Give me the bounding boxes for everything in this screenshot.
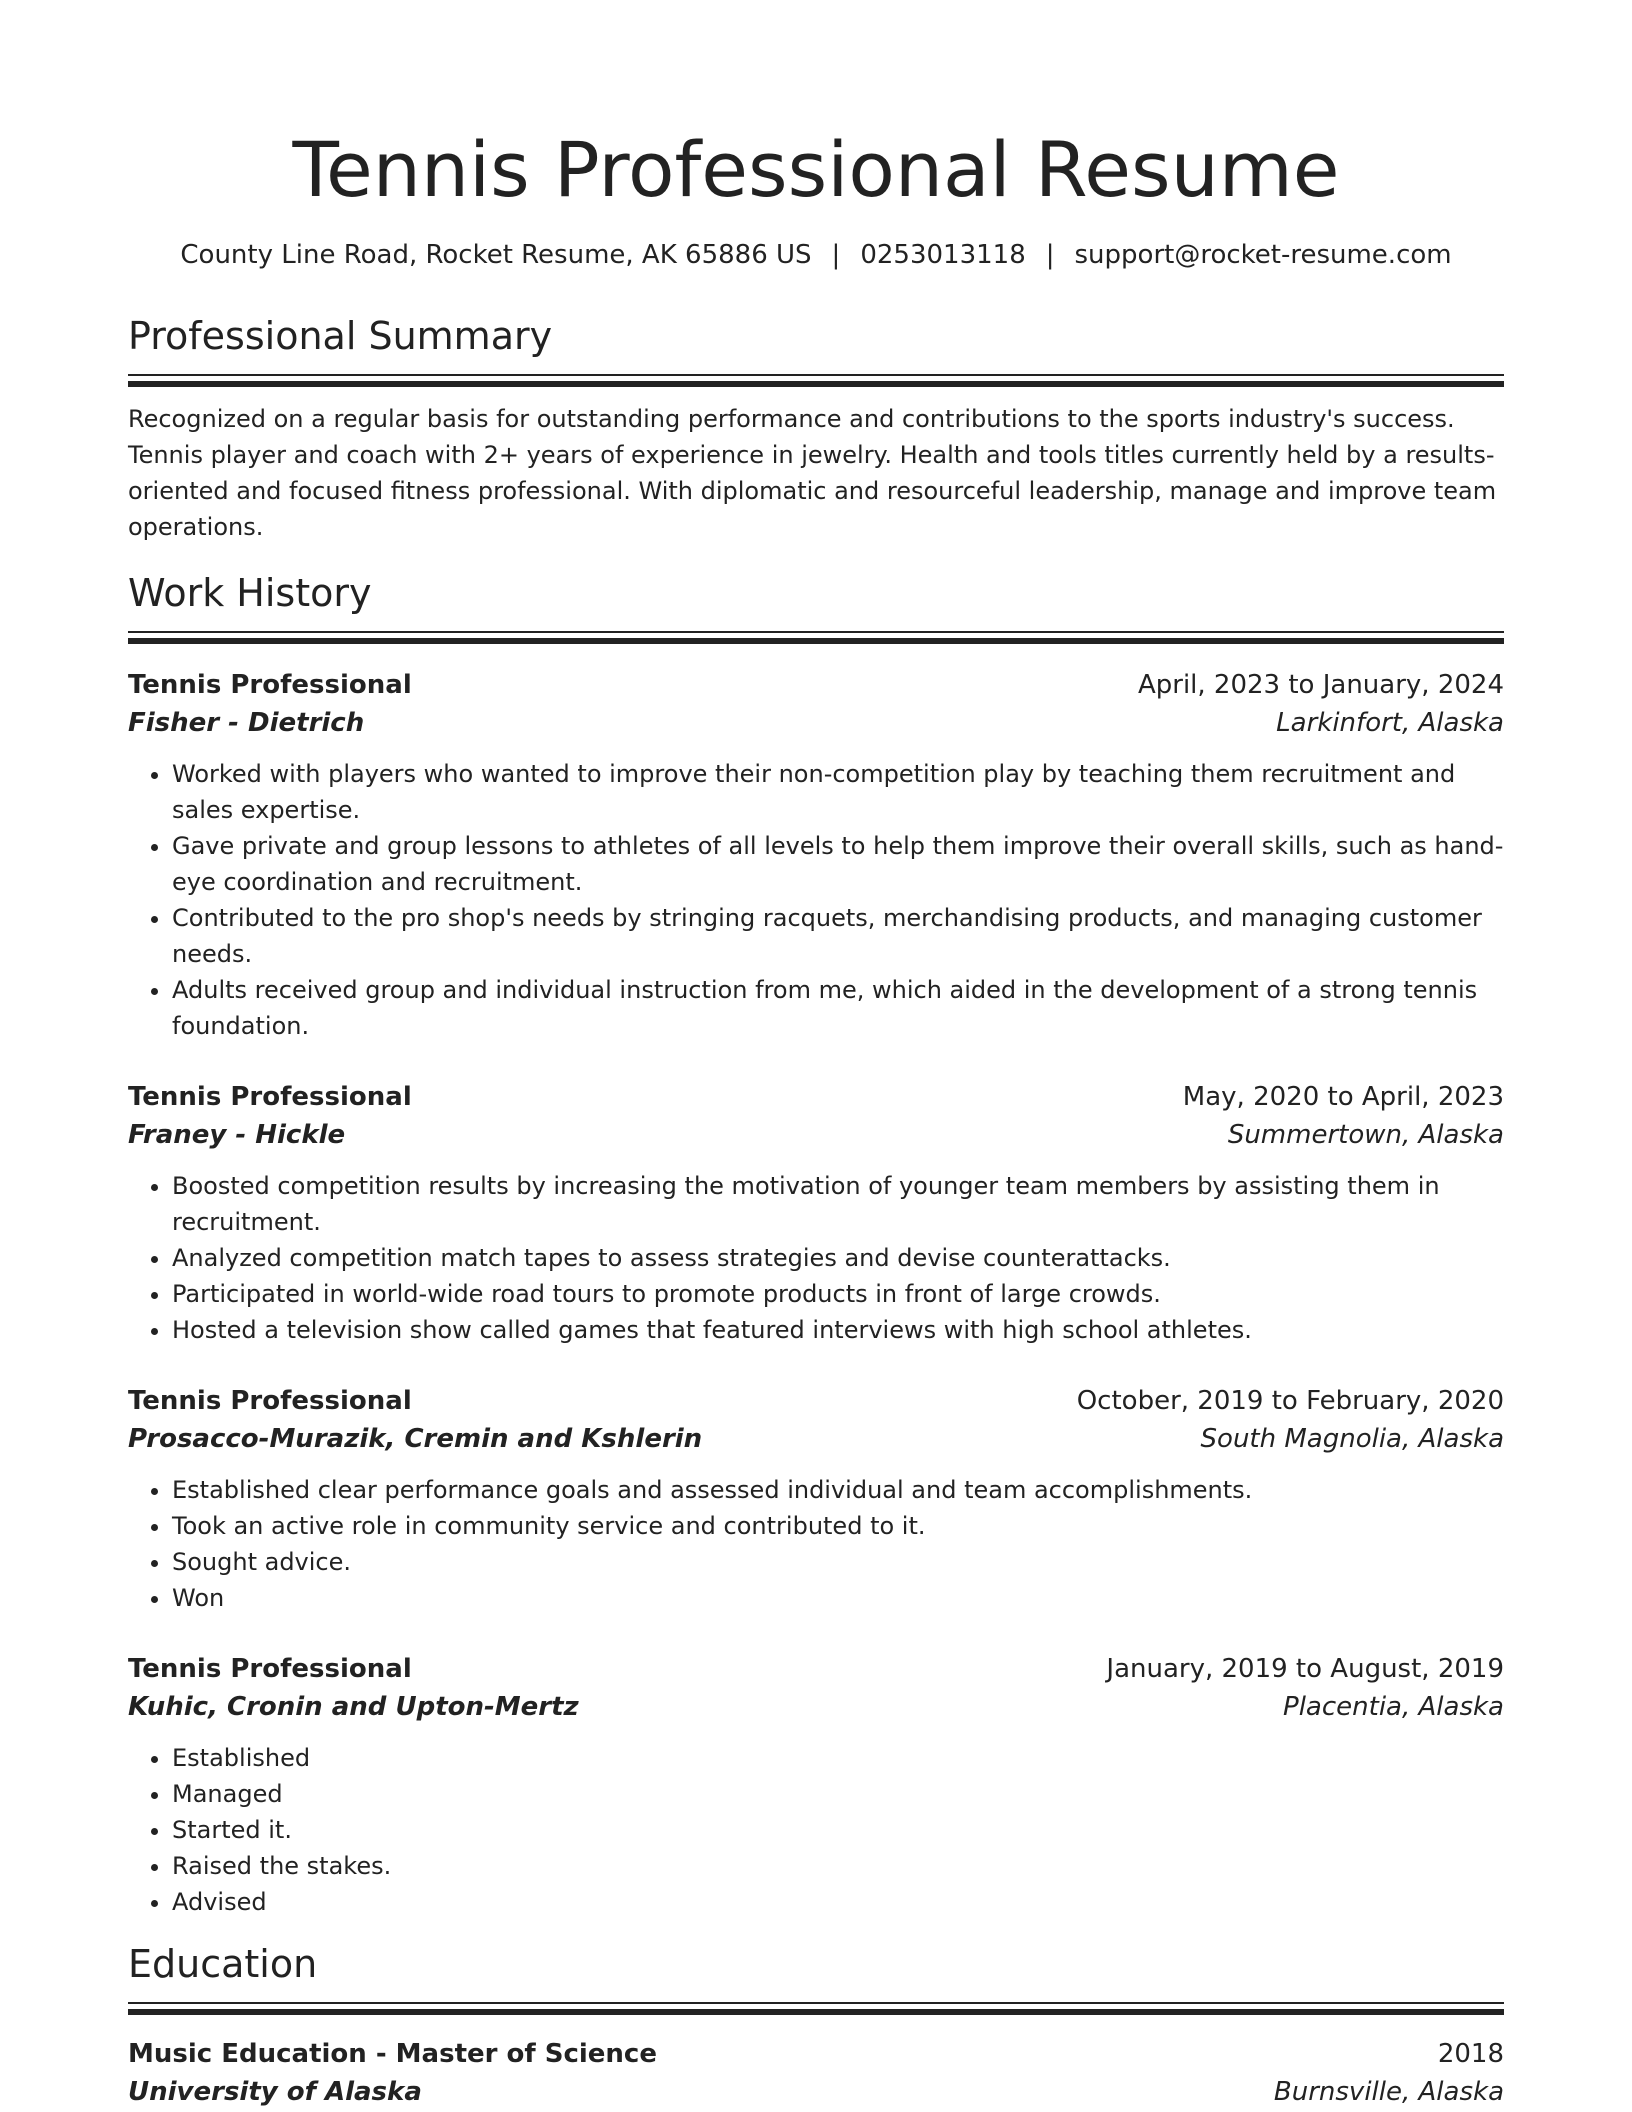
contact-phone: 0253013118 xyxy=(860,240,1026,270)
job-bullet: • Established xyxy=(172,1740,1504,1776)
job-bullet: • Analyzed competition match tapes to assess strategies and devise counterattacks. xyxy=(172,1240,1504,1276)
job-entry xyxy=(128,1078,1504,1348)
job-bullet: • Contributed to the pro shop's needs by stringing racquets, merchandising products, and managing customer needs. xyxy=(172,900,1504,972)
education-degree: Music Education - Master of Science xyxy=(128,2039,657,2069)
education-entry xyxy=(128,2035,1504,2111)
section-divider xyxy=(128,2002,1504,2015)
job-title: Tennis Professional xyxy=(128,1654,412,1684)
job-bullet: • Participated in world-wide road tours to promote products in front of large crowds. xyxy=(172,1276,1504,1312)
job-bullet: • Established clear performance goals and assessed individual and team accomplishments. xyxy=(172,1472,1504,1508)
contact-address: County Line Road, Rocket Resume, AK 65886 US xyxy=(180,240,812,270)
contact-email: support@rocket-resume.com xyxy=(1074,240,1452,270)
job-bullet: • Won xyxy=(172,1580,1504,1616)
job-bullets xyxy=(128,1472,1504,1616)
job-entry xyxy=(128,1382,1504,1616)
job-bullets xyxy=(128,756,1504,1044)
job-dates: January, 2019 to August, 2019 xyxy=(1106,1654,1504,1684)
job-bullet: • Adults received group and individual instruction from me, which aided in the development of a strong tennis foundation. xyxy=(172,972,1504,1044)
education-location: Burnsville, Alaska xyxy=(1273,2077,1504,2107)
job-employer: Prosacco-Murazik, Cremin and Kshlerin xyxy=(128,1424,703,1454)
job-title: Tennis Professional xyxy=(128,670,412,700)
education-section xyxy=(128,1940,1504,2111)
job-employer: Franey - Hickle xyxy=(128,1120,346,1150)
job-dates: October, 2019 to February, 2020 xyxy=(1076,1386,1504,1416)
job-bullet: • Worked with players who wanted to improve their non-competition play by teaching them recruitment and sales expertise. xyxy=(172,756,1504,828)
job-dates: May, 2020 to April, 2023 xyxy=(1182,1082,1504,1112)
job-entry xyxy=(128,1650,1504,1920)
work-history-section xyxy=(128,569,1504,1920)
job-entry xyxy=(128,666,1504,1044)
section-divider xyxy=(128,631,1504,644)
job-employer: Fisher - Dietrich xyxy=(128,708,365,738)
job-bullet: • Took an active role in community service and contributed to it. xyxy=(172,1508,1504,1544)
job-bullet: • Sought advice. xyxy=(172,1544,1504,1580)
professional-summary-section xyxy=(128,312,1504,545)
section-heading-education: Education xyxy=(128,1942,318,1986)
job-bullet: • Boosted competition results by increasing the motivation of younger team members by assisting them in recruitment. xyxy=(172,1168,1504,1240)
job-bullet: • Advised xyxy=(172,1884,1504,1920)
job-dates: April, 2023 to January, 2024 xyxy=(1137,670,1504,700)
job-bullet: • Managed xyxy=(172,1776,1504,1812)
section-heading-summary: Professional Summary xyxy=(128,314,553,358)
job-bullets xyxy=(128,1168,1504,1348)
contact-line xyxy=(128,238,1504,272)
resume-page xyxy=(128,0,1504,2111)
education-year: 2018 xyxy=(1437,2039,1504,2069)
job-bullet: • Gave private and group lessons to athletes of all levels to help them improve their overall skills, such as hand-eye coordination and recruitment. xyxy=(172,828,1504,900)
contact-separator: | xyxy=(1045,240,1055,270)
resume-title: Tennis Professional Resume xyxy=(292,125,1340,214)
job-title: Tennis Professional xyxy=(128,1386,412,1416)
section-heading-work-history: Work History xyxy=(128,571,372,615)
job-title: Tennis Professional xyxy=(128,1082,412,1112)
job-bullet: • Started it. xyxy=(172,1812,1504,1848)
job-location: South Magnolia, Alaska xyxy=(1200,1424,1504,1454)
contact-separator: | xyxy=(831,240,841,270)
job-location: Summertown, Alaska xyxy=(1227,1120,1504,1150)
education-school: University of Alaska xyxy=(128,2077,422,2107)
job-bullet: • Raised the stakes. xyxy=(172,1848,1504,1884)
summary-text: Recognized on a regular basis for outstanding performance and contributions to the sports industry's success. Tennis player and coach with 2+ years of experience in jewelry. Health and tools titles currently held by a results-oriented and focused fitness professional. With diplomatic and resourceful leadership, manage and improve team operations. xyxy=(128,405,1497,541)
job-location: Placentia, Alaska xyxy=(1283,1692,1504,1722)
job-location: Larkinfort, Alaska xyxy=(1276,708,1504,738)
job-employer: Kuhic, Cronin and Upton-Mertz xyxy=(128,1692,579,1722)
job-bullets xyxy=(128,1740,1504,1920)
job-bullet: • Hosted a television show called games that featured interviews with high school athletes. xyxy=(172,1312,1504,1348)
section-divider xyxy=(128,374,1504,387)
